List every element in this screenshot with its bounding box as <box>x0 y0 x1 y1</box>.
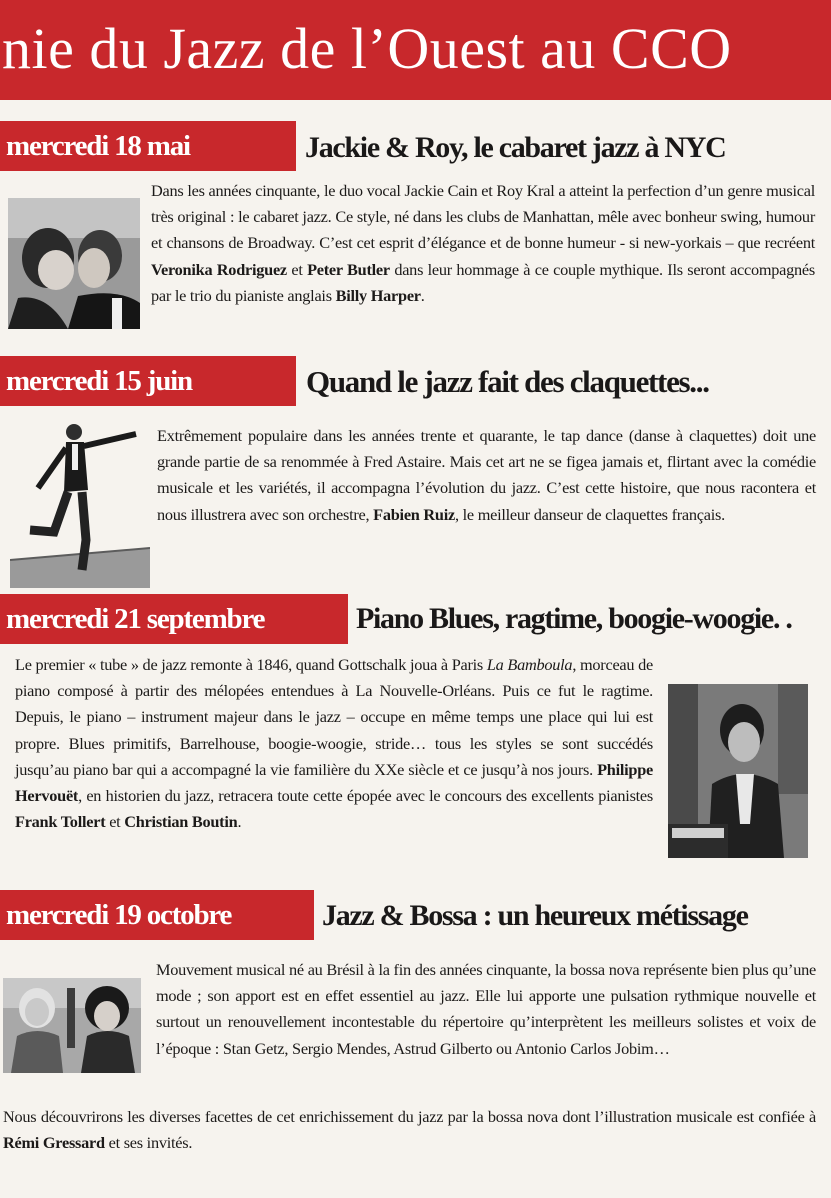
description-text: , morceau de piano composé à partir des mélopées entendues à La Nouvelle-Orléans. Puis ce fut le ragtime. Depuis, le piano – instrument majeur dans le jazz – occupe en même temps une place qui lui est propre. Blues primitifs, Barrelhouse, boogie-woogie, stride… tous les styles se sont succédés jusqu’au piano bar qui a accompagné la vie familière du XXe siècle et ce jusqu’à nos jours. <box>15 655 653 779</box>
description-text: , en historien du jazz, retracera toute cette épopée avec le concours des excellents pianistes <box>78 786 653 806</box>
bossa-nova-photo <box>3 978 141 1073</box>
event-description-3 <box>15 652 653 835</box>
event-date-4: mercredi 19 octobre <box>0 890 314 940</box>
description-text: dans leur hommage à ce couple mythique. Ils seront accompagnés par le trio du pianiste anglais <box>151 259 815 305</box>
artist-name: Christian Boutin <box>124 812 238 832</box>
event-title-2: Quand le jazz fait des claquettes... <box>306 364 709 399</box>
event-date-3: mercredi 21 septembre <box>0 594 348 644</box>
event-date-1: mercredi 18 mai <box>0 121 296 171</box>
description-text: et <box>105 812 125 832</box>
event-description-4: Mouvement musical né au Brésil à la fin des années cinquante, la bossa nova représente bien plus qu’une mode ; son apport est en effet essentiel au jazz. Elle lui apporte une pulsation rythmique nouvelle et surtout un renouvellement incontestable du répertoire qu’interprètent les meilleurs solistes et voix de l’époque : Stan Getz, Sergio Mendes, Astrud Gilberto ou Antonio Carlos Jobim… <box>156 960 816 1058</box>
description-text: Le premier « tube » de jazz remonte à 1846, quand Gottschalk joua à Paris <box>15 655 487 674</box>
artist-name: Philippe Hervouët <box>15 759 653 806</box>
artist-name: Veronika Rodriguez <box>151 259 287 279</box>
event-title-4: Jazz & Bossa : un heureux métissage <box>322 899 748 932</box>
description-text: et <box>286 259 308 279</box>
artist-name: Frank Tollert <box>15 812 106 832</box>
artist-name: Rémi Gressard <box>3 1133 105 1153</box>
event-date-2: mercredi 15 juin <box>0 356 296 406</box>
header-banner <box>0 0 831 100</box>
description-text: . <box>420 285 425 305</box>
event-title-3: Piano Blues, ragtime, boogie-woogie. . <box>356 602 792 635</box>
page-title: nie du Jazz de l’Ouest au CCO <box>2 16 732 81</box>
event-description-4-continued <box>3 1104 816 1156</box>
work-title: La Bamboula <box>486 655 573 674</box>
description-text: Extrêmement populaire dans les années trente et quarante, le tap dance (danse à claquettes) doit une grande partie de sa renommée à Fred Astaire. Mais cet art ne se figea jamais et, flirtant avec la comédie musicale et les variétés, il accompagna l’évolution du jazz. C’est cette histoire, que nous racontera et nous illustrera avec son orchestre, <box>157 426 816 524</box>
event-description-2 <box>157 423 816 528</box>
description-text: Dans les années cinquante, le duo vocal Jackie Cain et Roy Kral a atteint la perfection d’un genre musical très original : le cabaret jazz. Ce style, né dans les clubs de Manhattan, mêle avec bonheur swing, humour et chansons de Broadway. C’est cet esprit d’élégance et de bonne humeur - si new-yorkais – que recréent <box>151 181 815 253</box>
artist-name: Billy Harper <box>335 285 421 305</box>
description-text: Nous découvrirons les diverses facettes de cet enrichissement du jazz par la bossa nova dont l’illustration musicale est confiée à <box>3 1107 816 1126</box>
jackie-roy-photo <box>8 198 140 329</box>
description-text: , le meilleur danseur de claquettes français. <box>455 504 725 524</box>
description-text: . <box>237 812 242 832</box>
description-text: et ses invités. <box>104 1133 193 1153</box>
pianist-photo <box>668 684 808 858</box>
tap-dancer-photo <box>10 420 150 588</box>
event-description-1 <box>151 178 815 309</box>
artist-name: Peter Butler <box>307 259 390 279</box>
artist-name: Fabien Ruiz <box>373 504 455 524</box>
event-title-1: Jackie & Roy, le cabaret jazz à NYC <box>305 131 726 164</box>
